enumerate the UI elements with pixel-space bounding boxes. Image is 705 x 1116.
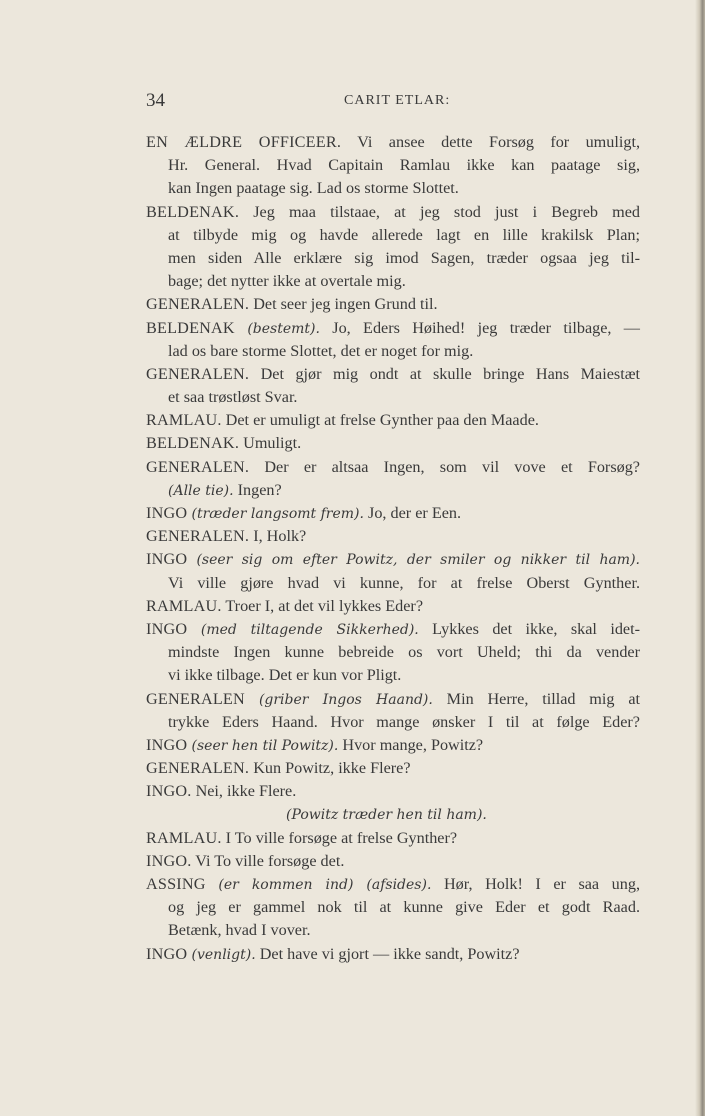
speaker-name: EN ÆLDRE OFFICEER. [146,133,342,151]
line-text: Det gjør mig ondt at skulle bringe Hans Maiestæt [249,364,640,383]
speaker-name: INGO [146,944,192,963]
line-text: Der er altsaa Ingen, som vil vove et Forsøg? [249,457,640,476]
text-line [146,803,640,826]
speaker-name: INGO [146,735,192,754]
line-text: Det er umuligt at frelse Gynther paa den Maade. [221,411,539,430]
speaker-name: GENERALEN [146,689,259,708]
text-line [146,363,640,386]
text-line [146,711,640,734]
text-line [146,641,640,664]
text-line [146,780,640,803]
line-text: Nei, ikke Flere. [191,782,297,801]
line-text: Troer I, at det vil lykkes Eder? [221,596,424,615]
text-line [146,409,640,432]
speaker-name: INGO [146,619,201,638]
text-line [146,757,640,780]
line-text: Kun Powitz, ikke Flere? [249,759,411,778]
text-line [146,224,640,247]
speaker-name: INGO. [146,851,192,870]
line-text: men siden Alle erklære sig imod Sagen, træder ogsaa jeg til- [168,248,640,267]
text-line [146,873,640,896]
text-line [146,919,640,942]
stage-direction: (seer hen til Powitz). [191,737,339,754]
line-text: Hør, Holk! I er saa ung, [431,875,640,893]
text-line [146,943,640,966]
text-line [146,734,640,757]
speaker-name: BELDENAK [146,318,248,337]
line-text: Jeg maa tilstaae, at jeg stod just i Begreb med [239,202,640,221]
text-line [146,270,640,293]
text-line [146,317,640,340]
speaker-name: GENERALEN. [146,457,250,476]
line-text: Umuligt. [239,434,302,453]
text-line [146,618,640,641]
line-text: I, Holk? [249,527,307,546]
line-text: Jo, der er Een. [363,504,462,522]
speaker-name: RAMLAU. [146,828,222,847]
stage-direction: (Powitz træder hen til ham). [286,807,487,824]
speaker-name: RAMLAU. [146,411,222,430]
text-line [146,131,640,154]
stage-direction: (med tiltagende Sikkerhed). [200,621,419,638]
text-line [146,340,640,363]
text-line [146,896,640,919]
text-line [146,247,640,270]
line-text: Hr. General. Hvad Capitain Ramlau ikke kan paatage sig, [168,156,640,175]
speaker-name: GENERALEN. [146,759,250,778]
speaker-name: BELDENAK. [146,202,240,221]
text-line [146,293,640,316]
line-text: Det seer jeg ingen Grund til. [249,295,438,314]
text-line [146,502,640,525]
speaker-name: INGO. [146,782,192,801]
stage-direction: (griber Ingos Haand). [258,691,433,708]
line-text: Min Herre, tillad mig at [432,689,640,708]
speaker-name: GENERALEN. [146,295,250,314]
speaker-name: INGO [146,504,192,522]
text-line [146,827,640,850]
line-text: Vi ville gjøre hvad vi kunne, for at frelse Oberst Gynther. [168,573,640,592]
text-line [146,386,640,409]
line-text: I To ville forsøge at frelse Gynther? [221,828,458,847]
line-text: Betænk, hvad I vover. [168,921,311,940]
line-text: trykke Eders Haand. Hvor mange ønsker I til at følge Eder? [168,712,640,731]
text-line [146,432,640,455]
line-text: et saa trøstløst Svar. [168,388,298,407]
stage-direction: (er kommen ind) (afsides). [218,877,432,893]
stage-direction: (bestemt). [247,320,320,337]
text-line [146,525,640,548]
speaker-name: BELDENAK. [146,434,240,453]
text-line [146,850,640,873]
line-text: lad os bare storme Slottet, det er noget for mig. [168,341,474,360]
line-text: Ingen? [233,480,282,499]
text-line [146,548,640,571]
line-text: Det have vi gjort — ikke sandt, Powitz? [255,944,520,963]
speaker-name: GENERALEN. [146,527,250,546]
line-text: at tilbyde mig og havde allerede lagt en lille krakilsk Plan; [168,225,640,244]
text-line [146,572,640,595]
stage-direction: (Alle tie). [168,482,234,499]
line-text: Vi ansee dette Forsøg for umuligt, [341,133,640,151]
text-line [146,479,640,502]
page-header [0,90,705,116]
line-text: og jeg er gammel nok til at kunne give Eder et godt Raad. [168,898,640,917]
text-line [146,664,640,687]
text-line [146,154,640,177]
text-line [146,688,640,711]
line-text: vi ikke tilbage. Det er kun vor Pligt. [168,666,402,685]
text-line [146,595,640,618]
dialogue-text [146,131,640,966]
line-text: bage; det nytter ikke at overtale mig. [168,272,406,291]
speaker-name: RAMLAU. [146,596,222,615]
stage-direction: (venligt). [191,946,256,963]
line-text: mindste Ingen kunne bebreide os vort Uheld; thi da vender [168,643,640,662]
stage-direction: (træder langsomt frem). [191,506,364,522]
line-text: Vi To ville forsøge det. [191,851,345,870]
speaker-name: INGO [146,550,197,569]
line-text: Hvor mange, Powitz? [338,735,484,754]
text-line [146,456,640,479]
text-line [146,177,640,200]
line-text: Jo, Eders Høihed! jeg træder tilbage, — [319,318,640,337]
page-number: 34 [146,90,165,111]
line-text: Lykkes det ikke, skal idet- [418,619,640,638]
speaker-name: GENERALEN. [146,364,250,383]
line-text: kan Ingen paatage sig. Lad os storme Slottet. [168,179,459,198]
speaker-name: ASSING [146,875,219,893]
text-line [146,201,640,224]
running-head: CARIT ETLAR: [344,93,451,108]
page-edge-shadow [695,0,705,1116]
stage-direction: (seer sig om efter Powitz, der smiler og nikker til ham). [196,552,640,569]
